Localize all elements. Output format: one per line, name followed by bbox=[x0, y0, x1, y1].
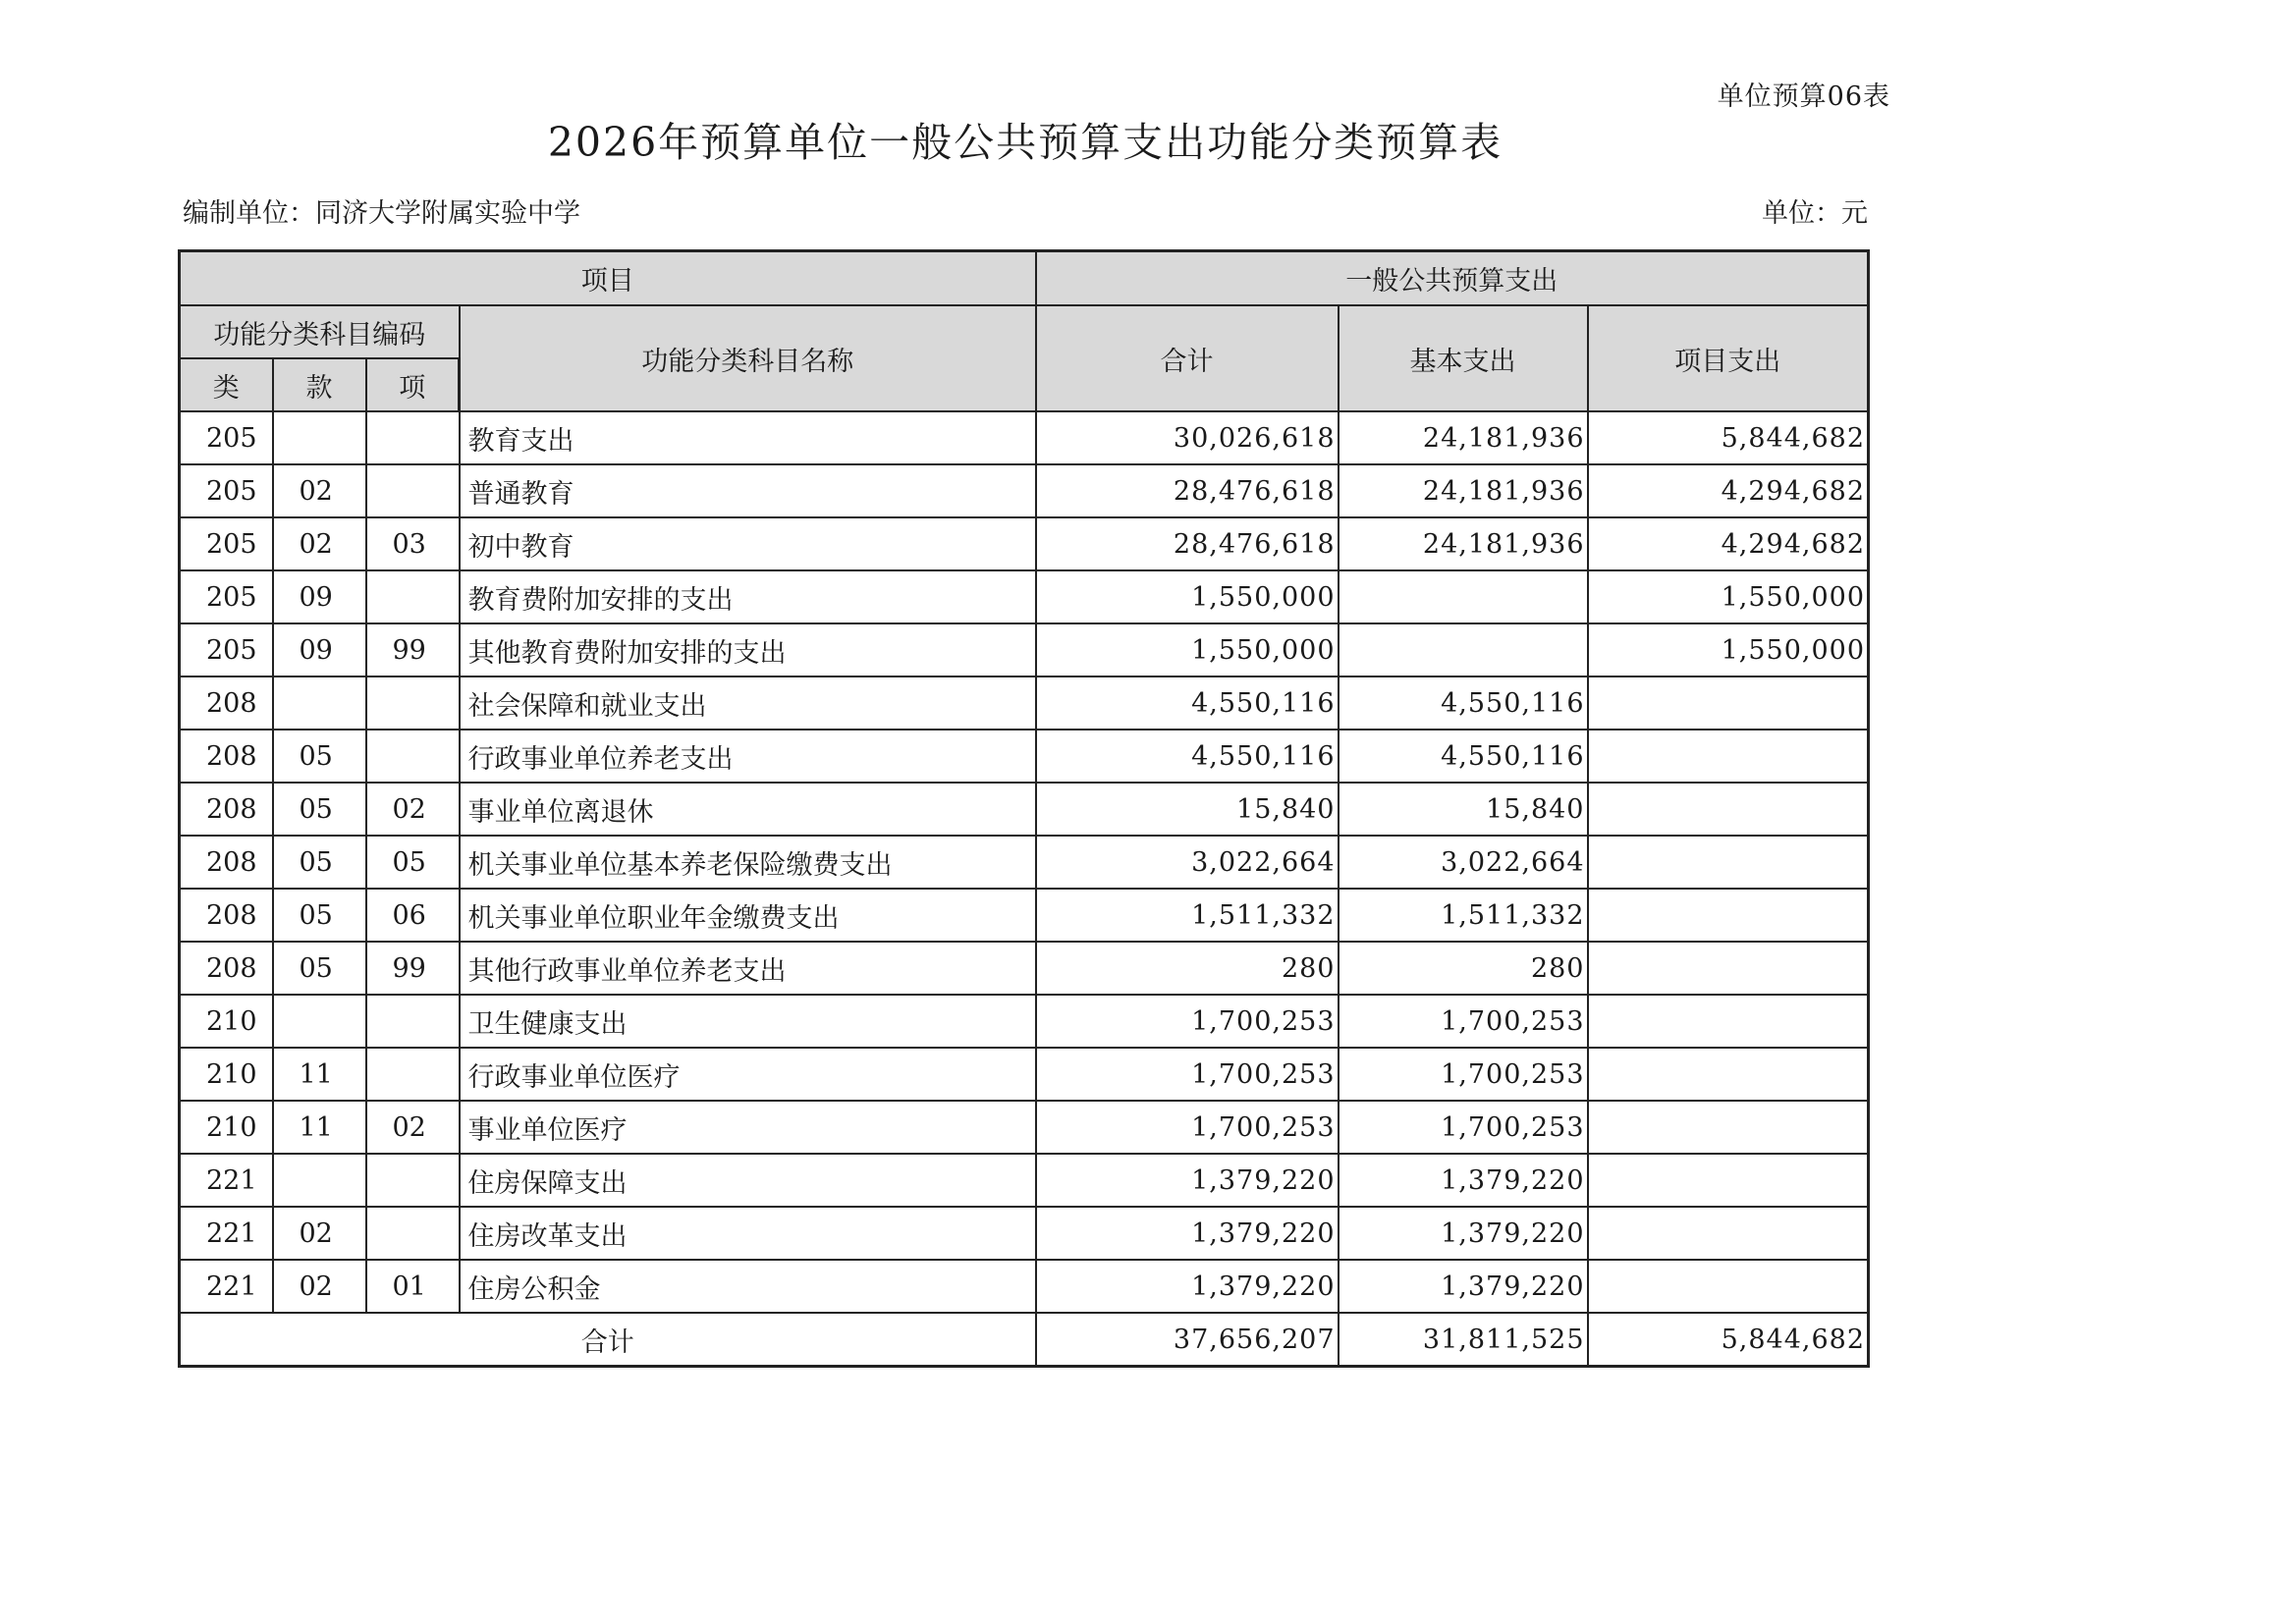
code-kuan: 02 bbox=[273, 517, 366, 570]
subject-name: 其他行政事业单位养老支出 bbox=[460, 942, 1036, 995]
code-lei: 221 bbox=[180, 1260, 273, 1313]
code-lei: 208 bbox=[180, 783, 273, 836]
code-kuan: 11 bbox=[273, 1101, 366, 1154]
table-number: 单位预算06表 bbox=[1717, 81, 1890, 112]
code-xiang bbox=[366, 1154, 460, 1207]
page-title: 2026年预算单位一般公共预算支出功能分类预算表 bbox=[547, 119, 1503, 166]
code-lei: 205 bbox=[180, 570, 273, 623]
subject-name: 住房公积金 bbox=[460, 1260, 1036, 1313]
amount-project bbox=[1588, 1207, 1869, 1260]
code-lei: 205 bbox=[180, 623, 273, 676]
table-body bbox=[180, 411, 1869, 1367]
amount-project bbox=[1588, 1101, 1869, 1154]
code-kuan: 09 bbox=[273, 570, 366, 623]
header-subject-name: 功能分类科目名称 bbox=[460, 305, 1036, 411]
header-project: 项目 bbox=[180, 251, 1036, 306]
amount-basic: 1,700,253 bbox=[1339, 1101, 1588, 1154]
totals-row bbox=[180, 1313, 1869, 1367]
code-kuan: 05 bbox=[273, 730, 366, 783]
amount-total: 15,840 bbox=[1036, 783, 1339, 836]
table-row bbox=[180, 1207, 1869, 1260]
table-row bbox=[180, 1101, 1869, 1154]
code-xiang: 05 bbox=[366, 836, 460, 889]
code-lei: 205 bbox=[180, 517, 273, 570]
code-kuan: 05 bbox=[273, 942, 366, 995]
amount-total: 1,379,220 bbox=[1036, 1154, 1339, 1207]
code-kuan bbox=[273, 995, 366, 1048]
totals-project: 5,844,682 bbox=[1588, 1313, 1869, 1367]
subject-name: 卫生健康支出 bbox=[460, 995, 1036, 1048]
subject-name: 机关事业单位职业年金缴费支出 bbox=[460, 889, 1036, 942]
code-lei: 208 bbox=[180, 676, 273, 730]
table-row bbox=[180, 1260, 1869, 1313]
amount-project bbox=[1588, 889, 1869, 942]
subject-name: 社会保障和就业支出 bbox=[460, 676, 1036, 730]
amount-total: 4,550,116 bbox=[1036, 730, 1339, 783]
amount-basic: 1,511,332 bbox=[1339, 889, 1588, 942]
code-kuan: 02 bbox=[273, 1260, 366, 1313]
table-row bbox=[180, 464, 1869, 517]
header-lei: 类 bbox=[180, 358, 273, 411]
organization-label: 编制单位：同济大学附属实验中学 bbox=[183, 198, 580, 229]
table-row bbox=[180, 623, 1869, 676]
amount-basic: 4,550,116 bbox=[1339, 676, 1588, 730]
totals-total: 37,656,207 bbox=[1036, 1313, 1339, 1367]
amount-basic: 4,550,116 bbox=[1339, 730, 1588, 783]
amount-project: 4,294,682 bbox=[1588, 517, 1869, 570]
code-lei: 208 bbox=[180, 889, 273, 942]
amount-project: 1,550,000 bbox=[1588, 623, 1869, 676]
amount-total: 4,550,116 bbox=[1036, 676, 1339, 730]
code-kuan: 02 bbox=[273, 464, 366, 517]
amount-basic: 1,700,253 bbox=[1339, 1048, 1588, 1101]
budget-table bbox=[178, 249, 1870, 1368]
amount-basic: 1,379,220 bbox=[1339, 1207, 1588, 1260]
amount-basic: 1,379,220 bbox=[1339, 1260, 1588, 1313]
amount-basic: 3,022,664 bbox=[1339, 836, 1588, 889]
code-kuan: 05 bbox=[273, 836, 366, 889]
header-project-expenditure: 项目支出 bbox=[1588, 305, 1869, 411]
table-row bbox=[180, 517, 1869, 570]
table-row bbox=[180, 676, 1869, 730]
header-general-budget: 一般公共预算支出 bbox=[1036, 251, 1869, 306]
code-xiang: 03 bbox=[366, 517, 460, 570]
code-kuan: 11 bbox=[273, 1048, 366, 1101]
amount-basic bbox=[1339, 570, 1588, 623]
code-kuan bbox=[273, 676, 366, 730]
code-xiang: 01 bbox=[366, 1260, 460, 1313]
code-lei: 210 bbox=[180, 1101, 273, 1154]
code-kuan: 02 bbox=[273, 1207, 366, 1260]
header-basic-expenditure: 基本支出 bbox=[1339, 305, 1588, 411]
amount-total: 1,700,253 bbox=[1036, 1048, 1339, 1101]
subject-name: 机关事业单位基本养老保险缴费支出 bbox=[460, 836, 1036, 889]
code-kuan: 09 bbox=[273, 623, 366, 676]
code-xiang: 06 bbox=[366, 889, 460, 942]
amount-basic: 280 bbox=[1339, 942, 1588, 995]
amount-project bbox=[1588, 942, 1869, 995]
subject-name: 教育支出 bbox=[460, 411, 1036, 464]
code-lei: 208 bbox=[180, 730, 273, 783]
amount-total: 1,700,253 bbox=[1036, 995, 1339, 1048]
subject-name: 初中教育 bbox=[460, 517, 1036, 570]
code-lei: 221 bbox=[180, 1207, 273, 1260]
amount-total: 1,700,253 bbox=[1036, 1101, 1339, 1154]
table-row bbox=[180, 783, 1869, 836]
code-xiang bbox=[366, 411, 460, 464]
amount-total: 1,550,000 bbox=[1036, 570, 1339, 623]
amount-basic: 15,840 bbox=[1339, 783, 1588, 836]
amount-basic: 24,181,936 bbox=[1339, 464, 1588, 517]
code-lei: 205 bbox=[180, 464, 273, 517]
amount-basic: 1,700,253 bbox=[1339, 995, 1588, 1048]
subject-name: 其他教育费附加安排的支出 bbox=[460, 623, 1036, 676]
code-lei: 210 bbox=[180, 995, 273, 1048]
table-row bbox=[180, 1048, 1869, 1101]
table-row bbox=[180, 570, 1869, 623]
amount-project: 4,294,682 bbox=[1588, 464, 1869, 517]
subject-name: 普通教育 bbox=[460, 464, 1036, 517]
amount-basic: 24,181,936 bbox=[1339, 517, 1588, 570]
subject-name: 事业单位离退休 bbox=[460, 783, 1036, 836]
code-xiang bbox=[366, 730, 460, 783]
table-row bbox=[180, 411, 1869, 464]
totals-basic: 31,811,525 bbox=[1339, 1313, 1588, 1367]
table-row bbox=[180, 836, 1869, 889]
subject-name: 住房改革支出 bbox=[460, 1207, 1036, 1260]
table-row bbox=[180, 1154, 1869, 1207]
header-code-group: 功能分类科目编码 bbox=[180, 305, 460, 358]
subject-name: 住房保障支出 bbox=[460, 1154, 1036, 1207]
amount-basic: 1,379,220 bbox=[1339, 1154, 1588, 1207]
amount-project bbox=[1588, 1048, 1869, 1101]
code-kuan bbox=[273, 1154, 366, 1207]
amount-total: 1,379,220 bbox=[1036, 1207, 1339, 1260]
table-row bbox=[180, 730, 1869, 783]
subject-name: 行政事业单位养老支出 bbox=[460, 730, 1036, 783]
amount-total: 28,476,618 bbox=[1036, 464, 1339, 517]
subject-name: 教育费附加安排的支出 bbox=[460, 570, 1036, 623]
code-xiang bbox=[366, 676, 460, 730]
code-kuan bbox=[273, 411, 366, 464]
code-xiang: 02 bbox=[366, 1101, 460, 1154]
code-lei: 210 bbox=[180, 1048, 273, 1101]
amount-project bbox=[1588, 783, 1869, 836]
amount-project bbox=[1588, 1154, 1869, 1207]
table-header bbox=[180, 251, 1869, 412]
amount-project: 1,550,000 bbox=[1588, 570, 1869, 623]
header-kuan: 款 bbox=[273, 358, 366, 411]
code-xiang bbox=[366, 570, 460, 623]
code-xiang bbox=[366, 995, 460, 1048]
table-row bbox=[180, 942, 1869, 995]
amount-total: 1,550,000 bbox=[1036, 623, 1339, 676]
code-lei: 208 bbox=[180, 836, 273, 889]
code-lei: 205 bbox=[180, 411, 273, 464]
table-row bbox=[180, 995, 1869, 1048]
subject-name: 行政事业单位医疗 bbox=[460, 1048, 1036, 1101]
amount-project bbox=[1588, 836, 1869, 889]
amount-project bbox=[1588, 676, 1869, 730]
code-lei: 208 bbox=[180, 942, 273, 995]
amount-project bbox=[1588, 995, 1869, 1048]
code-lei: 221 bbox=[180, 1154, 273, 1207]
header-total: 合计 bbox=[1036, 305, 1339, 411]
meta-row bbox=[183, 191, 1868, 230]
code-kuan: 05 bbox=[273, 783, 366, 836]
code-xiang bbox=[366, 464, 460, 517]
amount-total: 3,022,664 bbox=[1036, 836, 1339, 889]
amount-total: 1,511,332 bbox=[1036, 889, 1339, 942]
code-xiang: 02 bbox=[366, 783, 460, 836]
amount-total: 30,026,618 bbox=[1036, 411, 1339, 464]
code-xiang bbox=[366, 1207, 460, 1260]
amount-basic: 24,181,936 bbox=[1339, 411, 1588, 464]
amount-project bbox=[1588, 730, 1869, 783]
amount-basic bbox=[1339, 623, 1588, 676]
subject-name: 事业单位医疗 bbox=[460, 1101, 1036, 1154]
amount-total: 280 bbox=[1036, 942, 1339, 995]
currency-unit-label: 单位：元 bbox=[1762, 198, 1868, 229]
header-xiang: 项 bbox=[366, 358, 460, 411]
code-xiang: 99 bbox=[366, 942, 460, 995]
table-row bbox=[180, 889, 1869, 942]
amount-total: 1,379,220 bbox=[1036, 1260, 1339, 1313]
amount-project bbox=[1588, 1260, 1869, 1313]
code-kuan: 05 bbox=[273, 889, 366, 942]
code-xiang bbox=[366, 1048, 460, 1101]
totals-label: 合计 bbox=[180, 1313, 1036, 1367]
amount-total: 28,476,618 bbox=[1036, 517, 1339, 570]
code-xiang: 99 bbox=[366, 623, 460, 676]
amount-project: 5,844,682 bbox=[1588, 411, 1869, 464]
